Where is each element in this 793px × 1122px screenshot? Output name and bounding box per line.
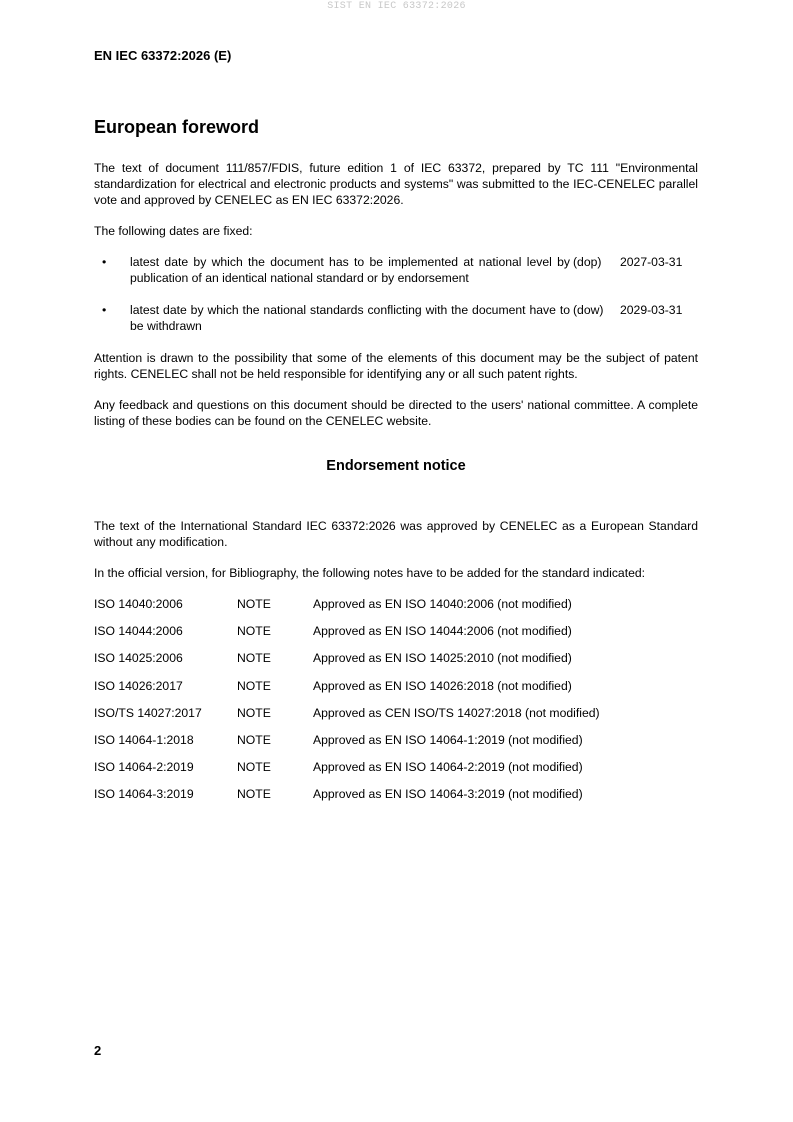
note-standard-ref: ISO 14025:2006	[94, 651, 183, 666]
note-standard-ref: ISO 14064-3:2019	[94, 787, 194, 802]
note-row	[94, 705, 698, 732]
bullet: •	[102, 255, 107, 269]
note-standard-ref: ISO 14064-2:2019	[94, 760, 194, 775]
feedback-note: Any feedback and questions on this document should be directed to the users' national committee. A complete listing of these bodies can be found on the CENELEC website.	[94, 398, 698, 428]
dates-list	[94, 254, 698, 334]
date-abbreviation: (dop)	[573, 255, 602, 269]
note-standard-ref: ISO 14040:2006	[94, 597, 183, 611]
note-approval: Approved as EN ISO 14064-2:2019 (not modified)	[313, 760, 583, 775]
note-label: NOTE	[237, 760, 271, 775]
date-description: latest date by which the national standards conflicting with the document have to be withdrawn	[130, 303, 570, 333]
note-label: NOTE	[237, 651, 271, 666]
note-approval: Approved as CEN ISO/TS 14027:2018 (not modified)	[313, 705, 600, 720]
date-item-dow	[94, 302, 698, 334]
note-label: NOTE	[237, 678, 271, 693]
note-label: NOTE	[237, 705, 271, 720]
endorsement-text: The text of the International Standard IEC 63372:2026 was approved by CENELEC as a European Standard without any modification.	[94, 519, 698, 549]
patent-note: Attention is drawn to the possibility that some of the elements of this document may be the subject of patent rights. CENELEC shall not be held responsible for identifying any or all such patent rights.	[94, 351, 698, 381]
note-label: NOTE	[237, 732, 271, 747]
note-standard-ref: ISO 14044:2006	[94, 624, 183, 639]
document-id-header: EN IEC 63372:2026 (E)	[94, 48, 232, 63]
foreword-title: European foreword	[94, 117, 260, 137]
date-abbreviation: (dow)	[573, 303, 604, 317]
watermark: SIST EN IEC 63372:2026	[327, 1, 466, 12]
date-value: 2027-03-31	[620, 255, 683, 269]
foreword-intro: The text of document 111/857/FDIS, future edition 1 of IEC 63372, prepared by TC 111 "Environmental standardization for electrical and electronic products and systems" was submitted to the IEC-CENELEC parallel vote and approved by CENELEC as EN IEC 63372:2026.	[94, 161, 698, 207]
note-label: NOTE	[237, 624, 271, 639]
note-row	[94, 650, 698, 677]
date-description: latest date by which the document has to be implemented at national level by publication of an identical national standard or by endorsement	[130, 255, 570, 285]
page-content	[94, 116, 698, 814]
note-approval: Approved as EN ISO 14025:2010 (not modified)	[313, 651, 572, 666]
note-approval: Approved as EN ISO 14044:2006 (not modified)	[313, 624, 572, 639]
dates-intro: The following dates are fixed:	[94, 224, 253, 238]
note-standard-ref: ISO 14026:2017	[94, 678, 183, 693]
note-row	[94, 678, 698, 705]
date-item-dop	[94, 254, 698, 286]
note-label: NOTE	[237, 787, 271, 802]
bullet: •	[102, 303, 107, 317]
endorsement-title: Endorsement notice	[326, 458, 466, 474]
note-row	[94, 732, 698, 759]
note-approval: Approved as EN ISO 14064-1:2019 (not modified)	[313, 732, 583, 747]
note-label: NOTE	[237, 597, 271, 611]
note-approval: Approved as EN ISO 14026:2018 (not modified)	[313, 678, 572, 693]
note-row	[94, 759, 698, 786]
bibliography-notes	[94, 596, 698, 814]
page-number: 2	[94, 1043, 102, 1058]
note-standard-ref: ISO 14064-1:2018	[94, 732, 194, 747]
note-row	[94, 596, 698, 623]
date-value: 2029-03-31	[620, 303, 683, 317]
note-row	[94, 786, 698, 813]
bibliography-intro: In the official version, for Bibliography, the following notes have to be added for the standard indicated:	[94, 566, 646, 580]
note-approval: Approved as EN ISO 14040:2006 (not modified)	[313, 597, 572, 611]
note-approval: Approved as EN ISO 14064-3:2019 (not modified)	[313, 787, 583, 802]
note-standard-ref: ISO/TS 14027:2017	[94, 705, 202, 720]
note-row	[94, 623, 698, 650]
